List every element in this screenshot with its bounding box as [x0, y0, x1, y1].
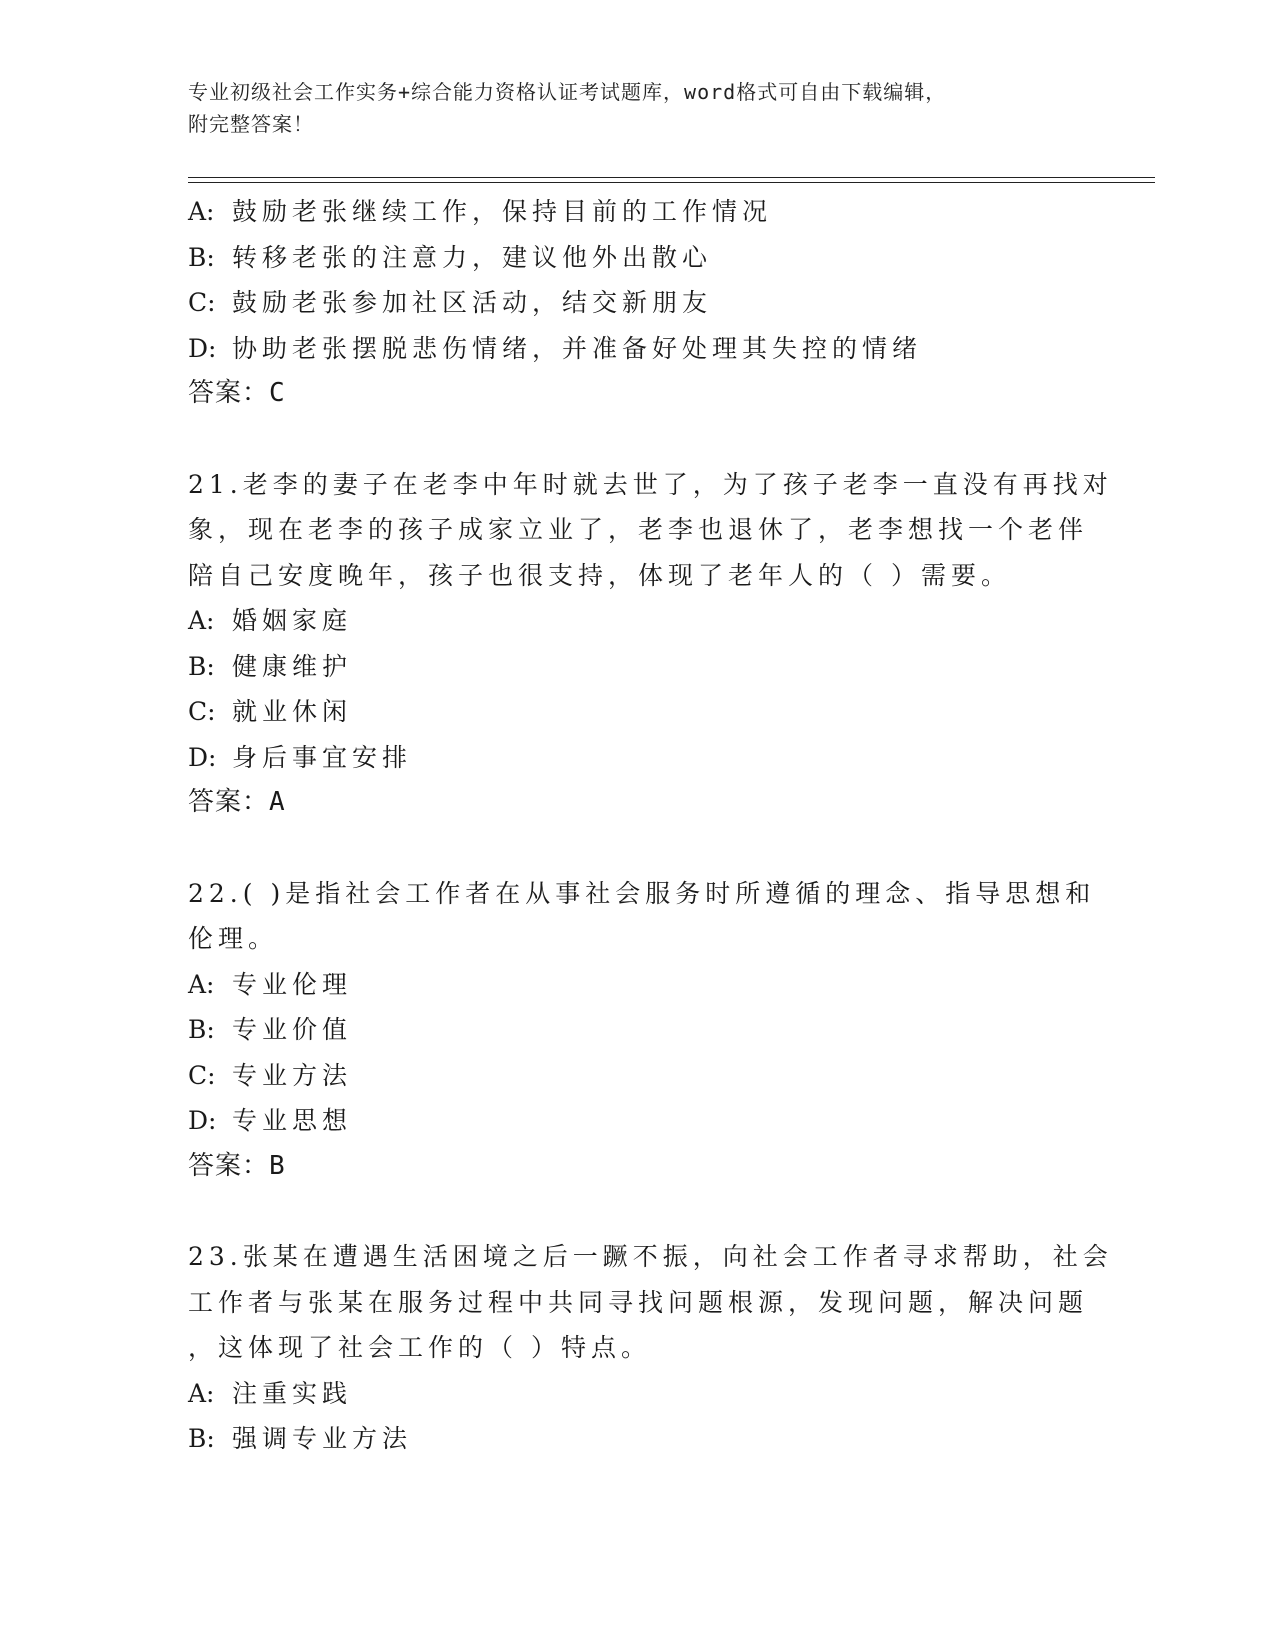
document-header	[188, 76, 1088, 140]
option-a: A: 专业伦理	[188, 969, 353, 999]
answer-value: B	[269, 1150, 286, 1181]
question-text-line: 21.老李的妻子在老李中年时就去世了，为了孩子老李一直没有再找对	[188, 469, 1113, 499]
question-22	[188, 871, 1096, 1190]
header-divider-top	[188, 177, 1155, 178]
question-23	[188, 1234, 1113, 1462]
header-divider-bottom	[188, 182, 1155, 183]
option-b: B: 强调专业方法	[188, 1424, 413, 1453]
answer-line: 答案：B	[188, 1150, 286, 1181]
option-a: A: 鼓励老张继续工作，保持目前的工作情况	[188, 197, 773, 226]
answer-line: 答案：A	[188, 787, 286, 817]
header-line-2: 附完整答案！	[188, 112, 314, 136]
question-text-line: 伦理。	[188, 924, 279, 953]
question-20	[188, 189, 1088, 417]
option-b: B: 健康维护	[188, 651, 353, 681]
option-d: D: 身后事宜安排	[188, 742, 413, 772]
option-d: D: 专业思想	[188, 1106, 353, 1135]
option-c: C: 鼓励老张参加社区活动，结交新朋友	[188, 288, 713, 317]
header-line-1: 专业初级社会工作实务+综合能力资格认证考试题库，word格式可自由下载编辑，	[188, 80, 947, 104]
option-a: A: 注重实践	[188, 1378, 353, 1408]
question-text-line: 象，现在老李的孩子成家立业了，老李也退休了，老李想找一个老伴	[188, 515, 1089, 544]
option-b: B: 转移老张的注意力，建议他外出散心	[188, 242, 713, 272]
question-text-line: 陪自己安度晚年，孩子也很支持，体现了老年人的（ ）需要。	[188, 560, 1011, 590]
question-content	[188, 189, 1113, 1462]
option-d: D: 协助老张摆脱悲伤情绪，并准备好处理其失控的情绪	[188, 333, 923, 363]
question-text-line: 23.张某在遭遇生活困境之后一蹶不振，向社会工作者寻求帮助，社会	[188, 1242, 1113, 1271]
option-c: C: 专业方法	[188, 1060, 353, 1090]
question-text-line: 22.( )是指社会工作者在从事社会服务时所遵循的理念、指导思想和	[188, 878, 1096, 908]
question-text-line: 工作者与张某在服务过程中共同寻找问题根源，发现问题，解决问题	[188, 1287, 1089, 1317]
option-a: A: 婚姻家庭	[188, 606, 353, 635]
option-b: B: 专业价值	[188, 1015, 353, 1044]
answer-value: A	[269, 787, 286, 817]
answer-value: C	[269, 378, 286, 408]
option-c: C: 就业休闲	[188, 697, 353, 726]
question-21	[188, 462, 1113, 826]
question-text-line: ，这体现了社会工作的（ ）特点。	[188, 1333, 651, 1362]
answer-line: 答案：C	[188, 378, 286, 408]
